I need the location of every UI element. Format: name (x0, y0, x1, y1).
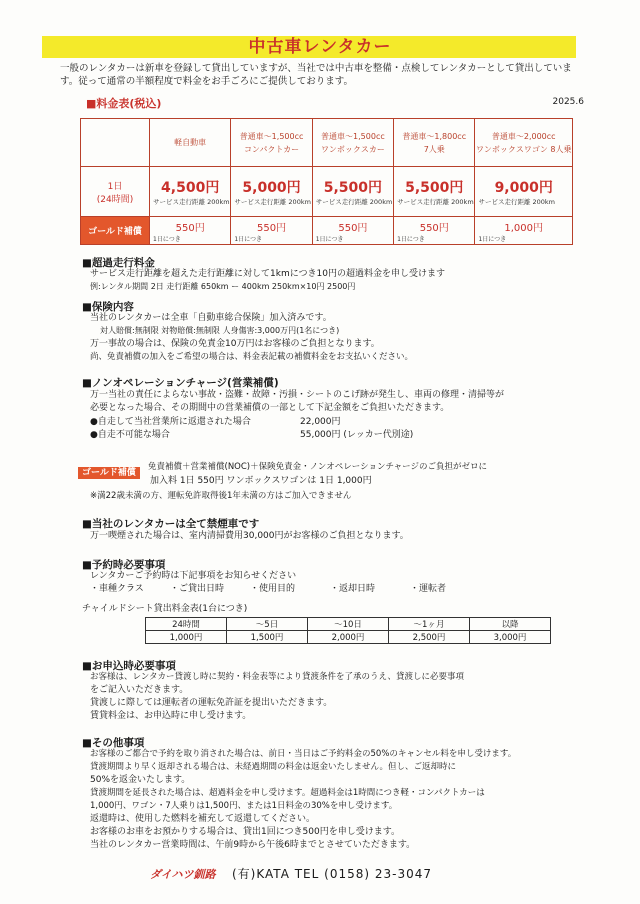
rate-price-row (81, 167, 573, 217)
vehicle-col: 普通車～1,500cc コンパクトカー (231, 119, 312, 167)
application-text-3: 貸渡しに際しては運転者の運転免許証を提出いただきます。 (90, 698, 333, 708)
price-cell: 5,500円 サービス走行距離 200km (312, 167, 393, 217)
gold-price: 550円 1日につき (394, 217, 475, 245)
price-cell: 9,000円 サービス走行距離 200km (475, 167, 573, 217)
rate-heading: ■料金表(税込) (86, 97, 162, 110)
insurance-deductible: 万一事故の場合は、保険の免責金10万円はお客様のご負担となります。 (90, 339, 380, 349)
gold-row (81, 217, 573, 245)
option-heading: チャイルドシート貸出料金表(1台につき) (82, 604, 248, 614)
rate-header-row (81, 119, 573, 167)
date: 2025.6 (552, 97, 584, 107)
gold-price: 1,000円 1日につき (475, 217, 573, 245)
noc-amount-1: 22,000円 (300, 417, 341, 427)
reservation-item: ・返却日時 (330, 584, 376, 594)
gold-note: ※満22歳未満の方、運転免許取得後1年未満の方はご加入できません (90, 491, 352, 501)
price-cell: 5,500円 サービス走行距離 200km (394, 167, 475, 217)
gold-text-2: 加入料 1日 550円 ワンボックスワゴンは 1日 1,000円 (150, 476, 372, 486)
option-value: 1,000円 (146, 631, 227, 644)
other-heading: ■その他事項 (82, 737, 145, 749)
noc-heading: ■ノンオペレーションチャージ(営業補償) (82, 377, 279, 389)
price-cell: 5,000円 サービス走行距離 200km (231, 167, 312, 217)
day-label: 1日 (24時間) (81, 167, 150, 217)
insurance-heading: ■保険内容 (82, 301, 134, 313)
rate-corner (81, 119, 150, 167)
other-text-2: 貸渡期間より早く返却される場合は、未経過期間の料金は返金いたしません。但し、ご返却時に (90, 762, 457, 772)
option-head: ～1ヶ月 (389, 618, 470, 631)
noc-text-2: 必要となった場合、その期間中の営業補償の一部として下記金額をご負担いただきます。 (90, 403, 450, 413)
insurance-coverage: 対人賠償:無制限 対物賠償:無制限 人身傷害:3,000万円(1名につき) (100, 326, 340, 335)
smoke-text: 万一喫煙された場合は、室内清掃費用30,000円がお客様のご負担となります。 (90, 531, 409, 541)
other-text-7: お客様のお車をお預かりする場合は、貸出1回につき500円を申し受けます。 (90, 827, 401, 837)
overrun-text: サービス走行距離を超えた走行距離に対して1kmにつき10円の超過料金を申し受けます (90, 269, 445, 279)
other-text-4: 貸渡期間を延長された場合は、超過料金を申し受けます。超過料金は1時間につき軽・コンパクトカーは (90, 788, 485, 798)
overrun-heading: ■超過走行料金 (82, 257, 155, 269)
noc-amount-2: 55,000円 (レッカー代別途) (300, 430, 414, 440)
option-head: 24時間 (146, 618, 227, 631)
reservation-item: ・車種クラス (90, 584, 144, 594)
option-table (145, 617, 551, 644)
price-cell: 4,500円 サービス走行距離 200km (150, 167, 231, 217)
insurance-note: 尚、免責補償の加入をご希望の場合は、料金表記載の補償料金をお支払いください。 (90, 352, 414, 362)
option-value: 1,500円 (227, 631, 308, 644)
noc-case-2: ●自走不可能な場合 (90, 430, 170, 440)
vehicle-col: 普通車～1,800cc 7人乗 (394, 119, 475, 167)
insurance-text: 当社のレンタカーは全車「自動車総合保険」加入済みです。 (90, 313, 332, 323)
option-value: 2,500円 (389, 631, 470, 644)
smoke-heading: ■当社のレンタカーは全て禁煙車です (82, 518, 260, 530)
gold-label: ゴールド補償 (81, 217, 150, 245)
vehicle-col: 普通車～2,000cc ワンボックスワゴン 8人乗 (475, 119, 573, 167)
option-head: ～10日 (308, 618, 389, 631)
gold-text-1: 免責補償＋営業補償(NOC)＋保険免責金・ノンオペレーションチャージのご負担がゼロに (148, 462, 488, 472)
option-head-row (146, 618, 551, 631)
vehicle-col: 普通車～1,500cc ワンボックスカー (312, 119, 393, 167)
vehicle-col: 軽自動車 (150, 119, 231, 167)
application-text-4: 賃貸料金は、お申込時に申し受けます。 (90, 711, 252, 721)
reservation-text: レンタカーご予約時は下記事項をお知らせください (90, 571, 297, 581)
rate-table (80, 118, 573, 245)
other-text-5: 1,000円、ワゴン・7人乗りは1,500円、または1日料金の30%を申し受けます。 (90, 801, 398, 811)
application-heading: ■お申込時必要事項 (82, 660, 176, 672)
noc-case-1: ●自走して当社営業所に返還された場合 (90, 417, 251, 427)
overrun-example: 例:レンタル期間 2日 走行距離 650km ー 400km 250km×10円 2500円 (90, 282, 356, 291)
gold-price: 550円 1日につき (150, 217, 231, 245)
option-head: ～5日 (227, 618, 308, 631)
gold-badge: ゴールド補償 (78, 460, 140, 479)
noc-text-1: 万一当社の責任によらない事故・盗難・故障・汚損・シートのこげ跡が発生し、車両の修理・清掃等が (90, 390, 505, 400)
option-value-row (146, 631, 551, 644)
reservation-item: ・使用目的 (250, 584, 296, 594)
option-head: 以降 (470, 618, 551, 631)
intro-text: 一般のレンタカーは新車を登録して貸出していますが、当社では中古車を整備・点検してレンタカーとして貸出しています。従って通常の半額程度で料金をお手ごろにご提供しております。 (60, 63, 572, 87)
option-value: 3,000円 (470, 631, 551, 644)
reservation-heading: ■予約時必要事項 (82, 559, 166, 571)
reservation-item: ・運転者 (410, 584, 447, 594)
footer-contact: (有)KATA TEL (0158) 23-3047 (232, 867, 432, 881)
other-text-3: 50%を返金いたします。 (90, 775, 191, 785)
page-title: 中古車レンタカー (248, 37, 392, 57)
footer-brand: ダイハツ釧路 (150, 868, 216, 881)
other-text-6: 返還時は、使用した燃料を補充して返還してください。 (90, 814, 316, 824)
option-value: 2,000円 (308, 631, 389, 644)
reservation-item: ・ご貸出日時 (170, 584, 225, 594)
application-text-1: お客様は、レンタカー貸渡し時に契約・料金表等により貸渡条件を了承のうえ、貸渡しに必要事項 (90, 672, 464, 682)
application-text-2: をご記入いただきます。 (90, 685, 189, 695)
gold-price: 550円 1日につき (312, 217, 393, 245)
other-text-1: お客様のご都合で予約を取り消された場合は、前日・当日はご予約料金の50%のキャンセル料を申し受けます。 (90, 749, 517, 759)
gold-price: 550円 1日につき (231, 217, 312, 245)
other-text-8: 当社のレンタカー営業時間は、午前9時から午後6時までとさせていただきます。 (90, 840, 416, 850)
